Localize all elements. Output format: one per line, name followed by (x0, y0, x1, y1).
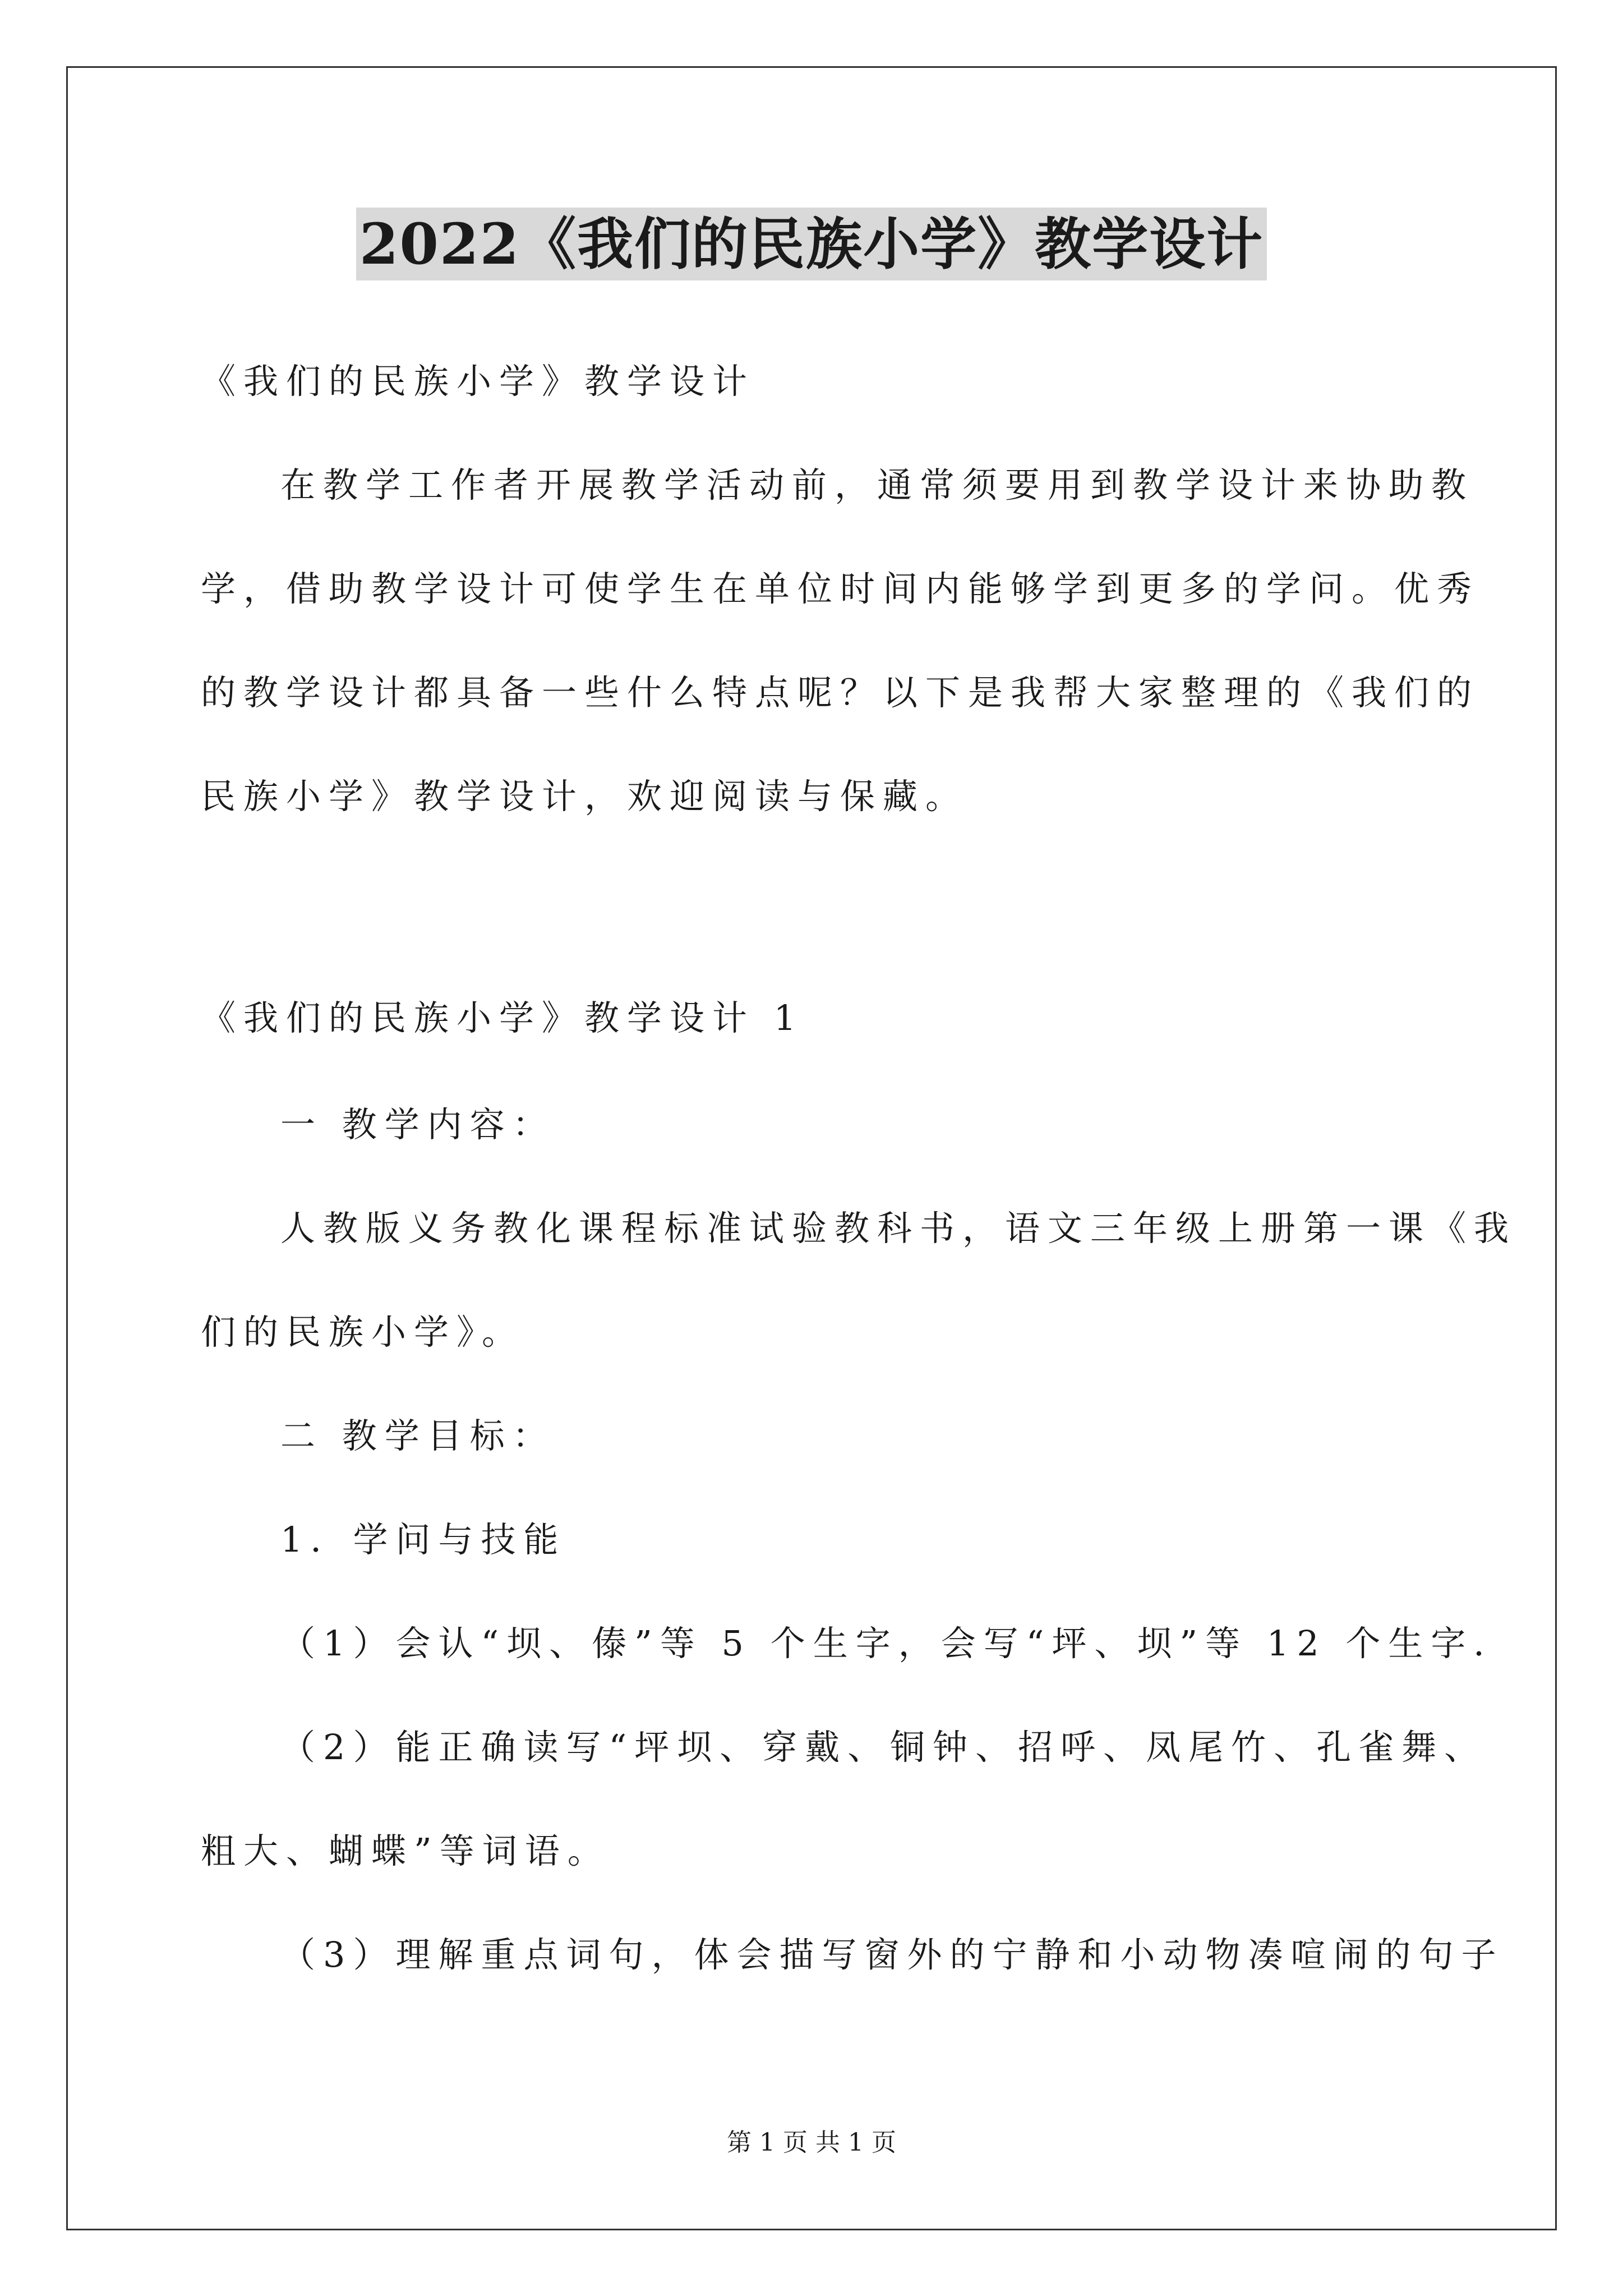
section-item: 一 教学内容： (280, 1104, 555, 1145)
section-item: 二 教学目标： (280, 1415, 555, 1456)
title-container (0, 208, 1623, 280)
paragraph-line: 在教学工作者开展教学活动前，通常须要用到教学设计来协助教 (280, 464, 1474, 505)
document-title: 2022《我们的民族小学》教学设计 (356, 208, 1267, 280)
paragraph-line: 粗大、蝴蝶”等词语。 (201, 1830, 610, 1871)
subtitle-line: 《我们的民族小学》教学设计 (201, 361, 755, 402)
list-item: （3）理解重点词句，体会描写窗外的宁静和小动物凑喧闹的句子 (280, 1934, 1504, 1975)
paragraph-line: 的教学设计都具备一些什么特点呢？以下是我帮大家整理的《我们的 (201, 672, 1480, 713)
section-item: 1．学问与技能 (280, 1519, 566, 1560)
list-item: （1）会认“坝、傣”等 5 个生字，会写“坪、坝”等 12 个生字． (280, 1623, 1516, 1664)
paragraph-line: 人教版义务教化课程标准试验教科书，语文三年级上册第一课《我 (280, 1208, 1517, 1249)
section-heading: 《我们的民族小学》教学设计 1 (201, 997, 804, 1038)
page-footer: 第 1 页 共 1 页 (727, 2128, 896, 2157)
paragraph-line: 学，借助教学设计可使学生在单位时间内能够学到更多的学问。优秀 (201, 568, 1480, 609)
paragraph-line: 民族小学》教学设计，欢迎阅读与保藏。 (201, 776, 969, 817)
list-item: （2）能正确读写“坪坝、穿戴、铜钟、招呼、凤尾竹、孔雀舞、 (280, 1727, 1487, 1768)
paragraph-line: 们的民族小学》。 (201, 1312, 525, 1352)
